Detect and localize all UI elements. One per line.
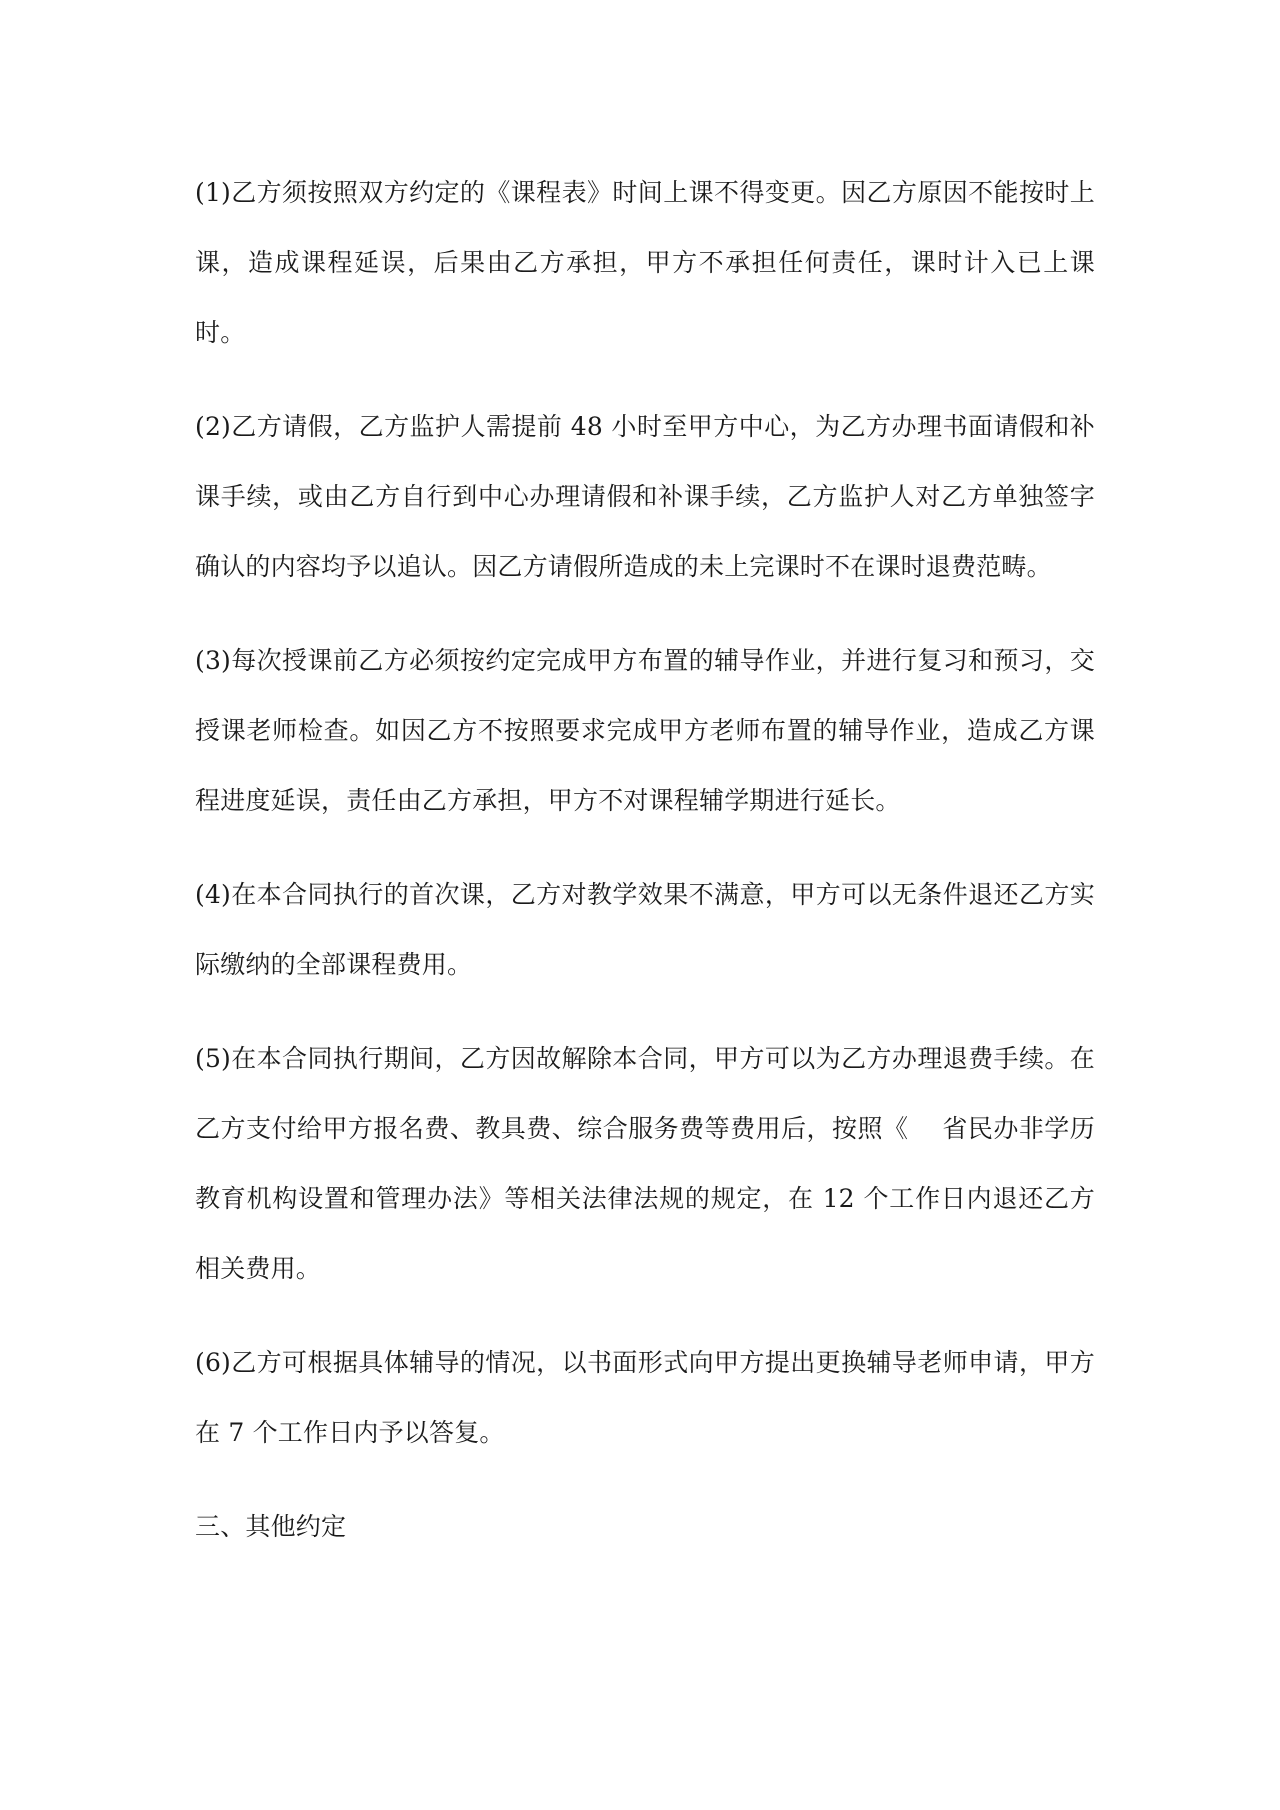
clause-4: (4)在本合同执行的首次课，乙方对教学效果不满意，甲方可以无条件退还乙方实际缴纳的全部课程费用。	[195, 880, 1095, 979]
clause-1: (1)乙方须按照双方约定的《课程表》时间上课不得变更。因乙方原因不能按时上课，造成课程延误，后果由乙方承担，甲方不承担任何责任，课时计入已上课时。	[195, 178, 1095, 347]
clause-6: (6)乙方可根据具体辅导的情况，以书面形式向甲方提出更换辅导老师申请，甲方在 7 个工作日内予以答复。	[195, 1348, 1095, 1447]
clause-2: (2)乙方请假，乙方监护人需提前 48 小时至甲方中心，为乙方办理书面请假和补课手续，或由乙方自行到中心办理请假和补课手续，乙方监护人对乙方单独签字确认的内容均予以追认。因乙方请假所造成的未上完课时不在课时退费范畴。	[195, 412, 1095, 581]
section-heading: 三、其他约定	[195, 1512, 347, 1541]
clause-3: (3)每次授课前乙方必须按约定完成甲方布置的辅导作业，并进行复习和预习，交授课老师检查。如因乙方不按照要求完成甲方老师布置的辅导作业，造成乙方课程进度延误，责任由乙方承担，甲方不对课程辅学期进行延长。	[195, 646, 1095, 815]
clause-5: (5)在本合同执行期间，乙方因故解除本合同，甲方可以为乙方办理退费手续。在乙方支付给甲方报名费、教具费、综合服务费等费用后，按照《 省民办非学历教育机构设置和管理办法》等相关法律法规的规定，在 12 个工作日内退还乙方相关费用。	[195, 1044, 1095, 1283]
document-body	[195, 158, 1095, 1562]
